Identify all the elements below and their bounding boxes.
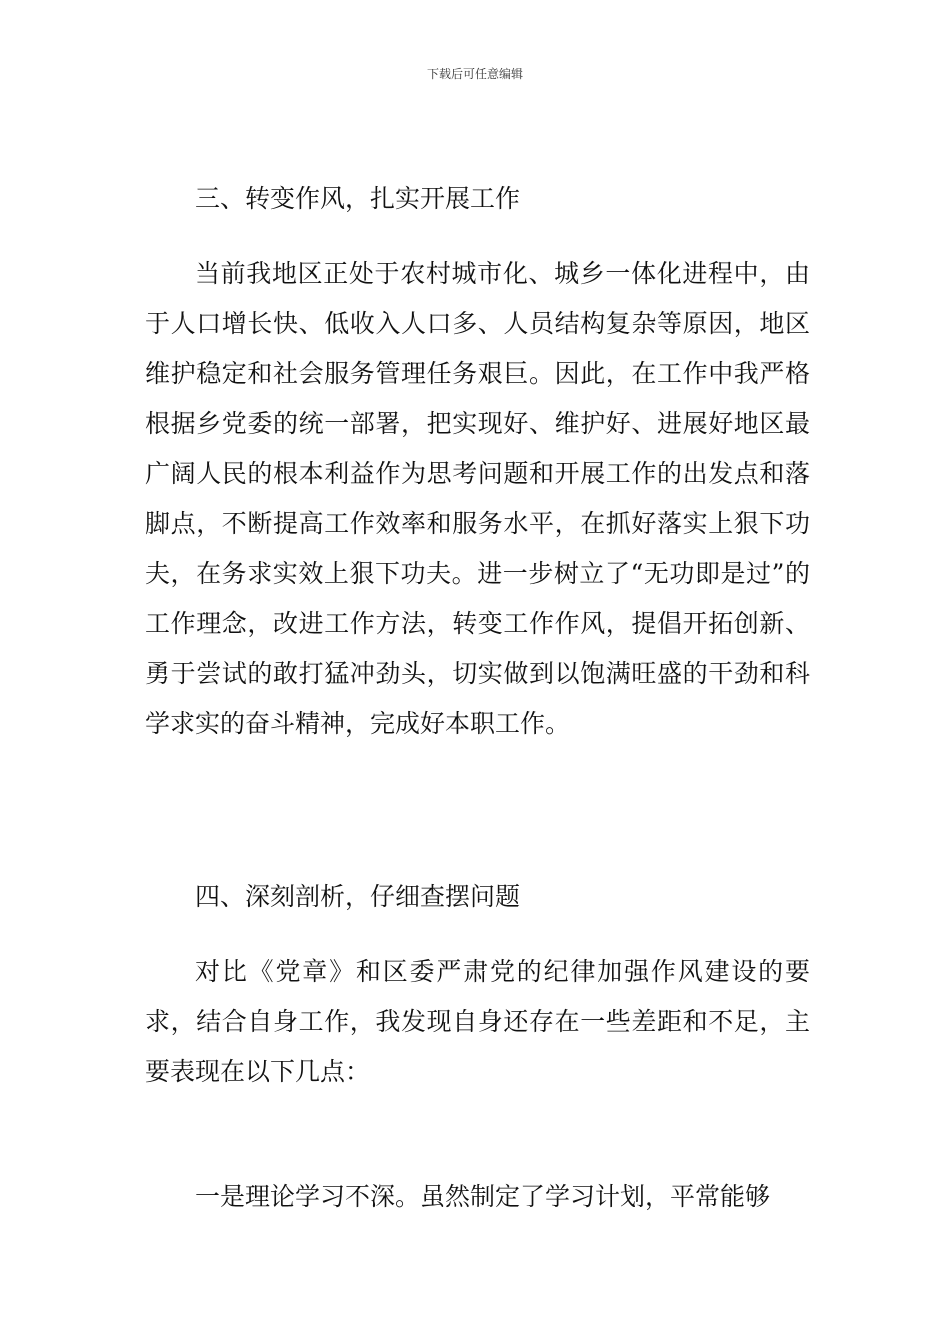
paragraph-3: 一是理论学习不深。虽然制定了学习计划，平常能够 (195, 1182, 771, 1211)
section-heading-3: 三、转变作风，扎实开展工作 (195, 184, 521, 213)
paragraph-1: 当前我地区正处于农村城市化、城乡一体化进程中，由于人口增长快、低收入人口多、人员结构复杂等原因，地区维护稳定和社会服务管理任务艰巨。因此，在工作中我严格根据乡党委的统一部署，把实现好、维护好、进展好地区最广阔人民的根本利益作为思考问题和开展工作的出发点和落脚点，不断提高工作效率和服务水平，在抓好落实上狠下功夫，在务求实效上狠下功夫。进一步树立了“无功即是过”的工作理念，改进工作方法，转变工作作风，提倡开拓创新、勇于尝试的敢打猛冲劲头，切实做到以饱满旺盛的干劲和科学求实的奋斗精神，完成好本职工作。 (145, 259, 810, 738)
header-note: 下载后可任意编辑 (426, 67, 523, 81)
paragraph-2: 对比《党章》和区委严肃党的纪律加强作风建设的要求，结合自身工作，我发现自身还存在一些差距和不足，主要表现在以下几点： (145, 957, 810, 1086)
section-heading-4: 四、深刻剖析，仔细查摆问题 (195, 882, 521, 911)
